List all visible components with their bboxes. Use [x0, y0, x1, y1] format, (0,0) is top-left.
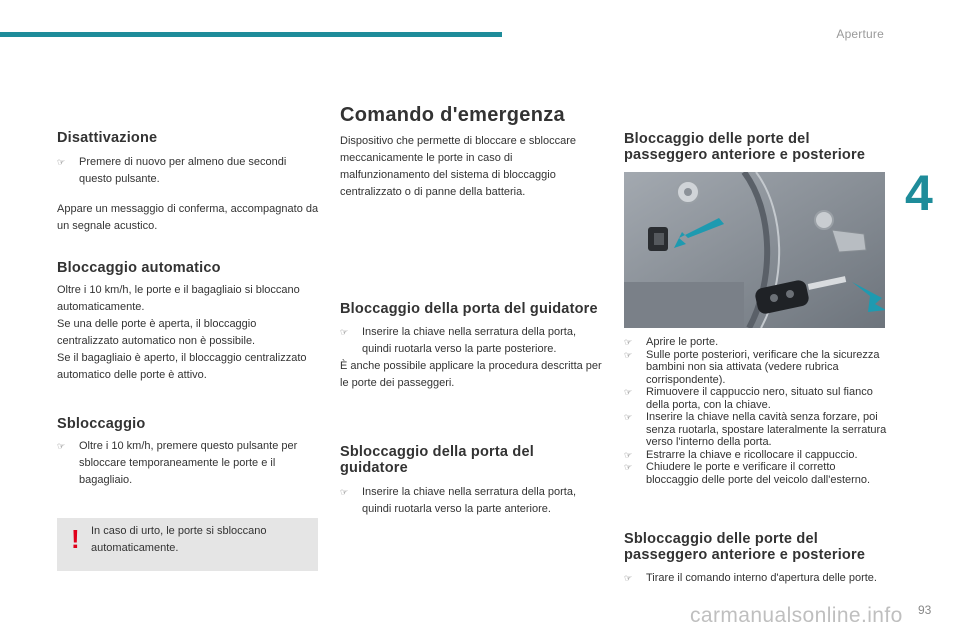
page-number: 93	[918, 603, 932, 617]
bullet-text: Inserire la chiave nella serratura della porta, quindi ruotarla verso la parte posteriore.	[362, 326, 577, 355]
paragraph: Appare un messaggio di conferma, accompagnato da un segnale acustico.	[57, 203, 319, 232]
bullet-item	[340, 324, 602, 358]
heading-sbloccaggio-passeggero: Sbloccaggio delle porte del passeggero anteriore e posteriore	[624, 531, 866, 563]
bullet-item	[624, 336, 888, 349]
paragraph: Se una delle porte è aperta, il bloccaggio centralizzato automatico non è possibile.	[57, 318, 257, 347]
paragraph: Se il bagagliaio è aperto, il bloccaggio centralizzato automatico delle porte è attivo.	[57, 352, 307, 381]
section-disattivazione	[57, 130, 319, 235]
pointing-hand-icon: ☞	[624, 573, 633, 583]
pointing-hand-icon: ☞	[57, 441, 66, 451]
bullet-text: Chiudere le porte e verificare il corretto bloccaggio delle porte del veicolo dall'esterno.	[646, 461, 871, 486]
heading-bloccaggio-automatico: Bloccaggio automatico	[57, 260, 221, 276]
heading-bloccaggio-guidatore: Bloccaggio della porta del guidatore	[340, 301, 598, 317]
bullet-item	[340, 484, 602, 518]
door-lock-illustration	[624, 172, 885, 328]
pointing-hand-icon: ☞	[624, 349, 633, 360]
section-bloccaggio-guidatore	[340, 301, 602, 392]
pointing-hand-icon: ☞	[624, 462, 633, 472]
pointing-hand-icon: ☞	[340, 327, 349, 337]
pointing-hand-icon: ☞	[624, 412, 633, 422]
heading-sbloccaggio-guidatore: Sbloccaggio della porta del guidatore	[340, 444, 534, 476]
heading-bloccaggio-passeggero: Bloccaggio delle porte del passeggero anteriore e posteriore	[624, 131, 866, 163]
section-sbloccaggio-guidatore	[340, 444, 602, 518]
bullet-item	[624, 570, 888, 587]
pointing-hand-icon: ☞	[57, 157, 66, 167]
watermark: carmanualsonline.info	[690, 604, 903, 627]
bullet-item	[624, 461, 888, 486]
bullet-text: Inserire la chiave nella serratura della porta, quindi ruotarla verso la parte anteriore.	[362, 486, 577, 515]
note-text: In caso di urto, le porte si sbloccano automaticamente.	[91, 525, 267, 554]
bullet-text: Sulle porte posteriori, verificare che la sicurezza bambini non sia attivata (vedere rubrica corrispondente).	[646, 348, 880, 386]
section-bloccaggio-automatico	[57, 260, 319, 384]
list-passeggero-steps	[624, 336, 888, 486]
heading-disattivazione: Disattivazione	[57, 130, 158, 146]
bullet-item	[624, 449, 888, 462]
pointing-hand-icon: ☞	[340, 487, 349, 497]
door-lock-photo	[624, 172, 885, 328]
section-sbloccaggio	[57, 416, 319, 489]
bullet-text: Rimuovere il cappuccio nero, situato sul fianco della porta, con la chiave.	[646, 386, 873, 411]
section-bloccaggio-passeggero	[624, 131, 888, 163]
header-accent-bar	[0, 32, 502, 37]
section-sbloccaggio-passeggero	[624, 531, 888, 587]
bullet-text: Estrarre la chiave e ricollocare il cappuccio.	[646, 448, 858, 461]
exclamation-icon: !	[71, 524, 80, 554]
bullet-text: Aprire le porte.	[646, 336, 719, 348]
warning-note	[57, 518, 318, 571]
bullet-item	[624, 411, 888, 449]
chapter-number: 4	[905, 165, 933, 221]
pointing-hand-icon: ☞	[624, 387, 633, 397]
bullet-item	[57, 438, 319, 489]
paragraph: È anche possibile applicare la procedura descritta per le porte dei passeggeri.	[340, 360, 602, 389]
bullet-item	[57, 154, 319, 188]
paragraph: Oltre i 10 km/h, le porte e il bagagliaio si bloccano automaticamente.	[57, 284, 300, 313]
heading-comando-emergenza: Comando d'emergenza	[340, 104, 565, 126]
bullet-text: Oltre i 10 km/h, premere questo pulsante per sbloccare temporaneamente le porte e il bagagliaio.	[79, 440, 298, 486]
bullet-text: Inserire la chiave nella cavità senza forzare, poi senza ruotarla, spostare lateralmente la serratura verso l'interno della porta.	[646, 411, 887, 448]
heading-sbloccaggio: Sbloccaggio	[57, 416, 146, 432]
bullet-item	[624, 386, 888, 411]
pointing-hand-icon: ☞	[624, 337, 633, 347]
section-comando-emergenza	[340, 104, 602, 201]
bullet-text: Tirare il comando interno d'apertura delle porte.	[646, 572, 877, 584]
bullet-item	[624, 349, 888, 387]
paragraph: Dispositivo che permette di bloccare e sbloccare meccanicamente le porte in caso di malfunzionamento del sistema di bloccaggio centralizzato o di panne della batteria.	[340, 135, 577, 198]
pointing-hand-icon: ☞	[624, 449, 633, 460]
bullet-text: Premere di nuovo per almeno due secondi questo pulsante.	[79, 156, 287, 185]
chapter-title: Aperture	[836, 27, 884, 41]
